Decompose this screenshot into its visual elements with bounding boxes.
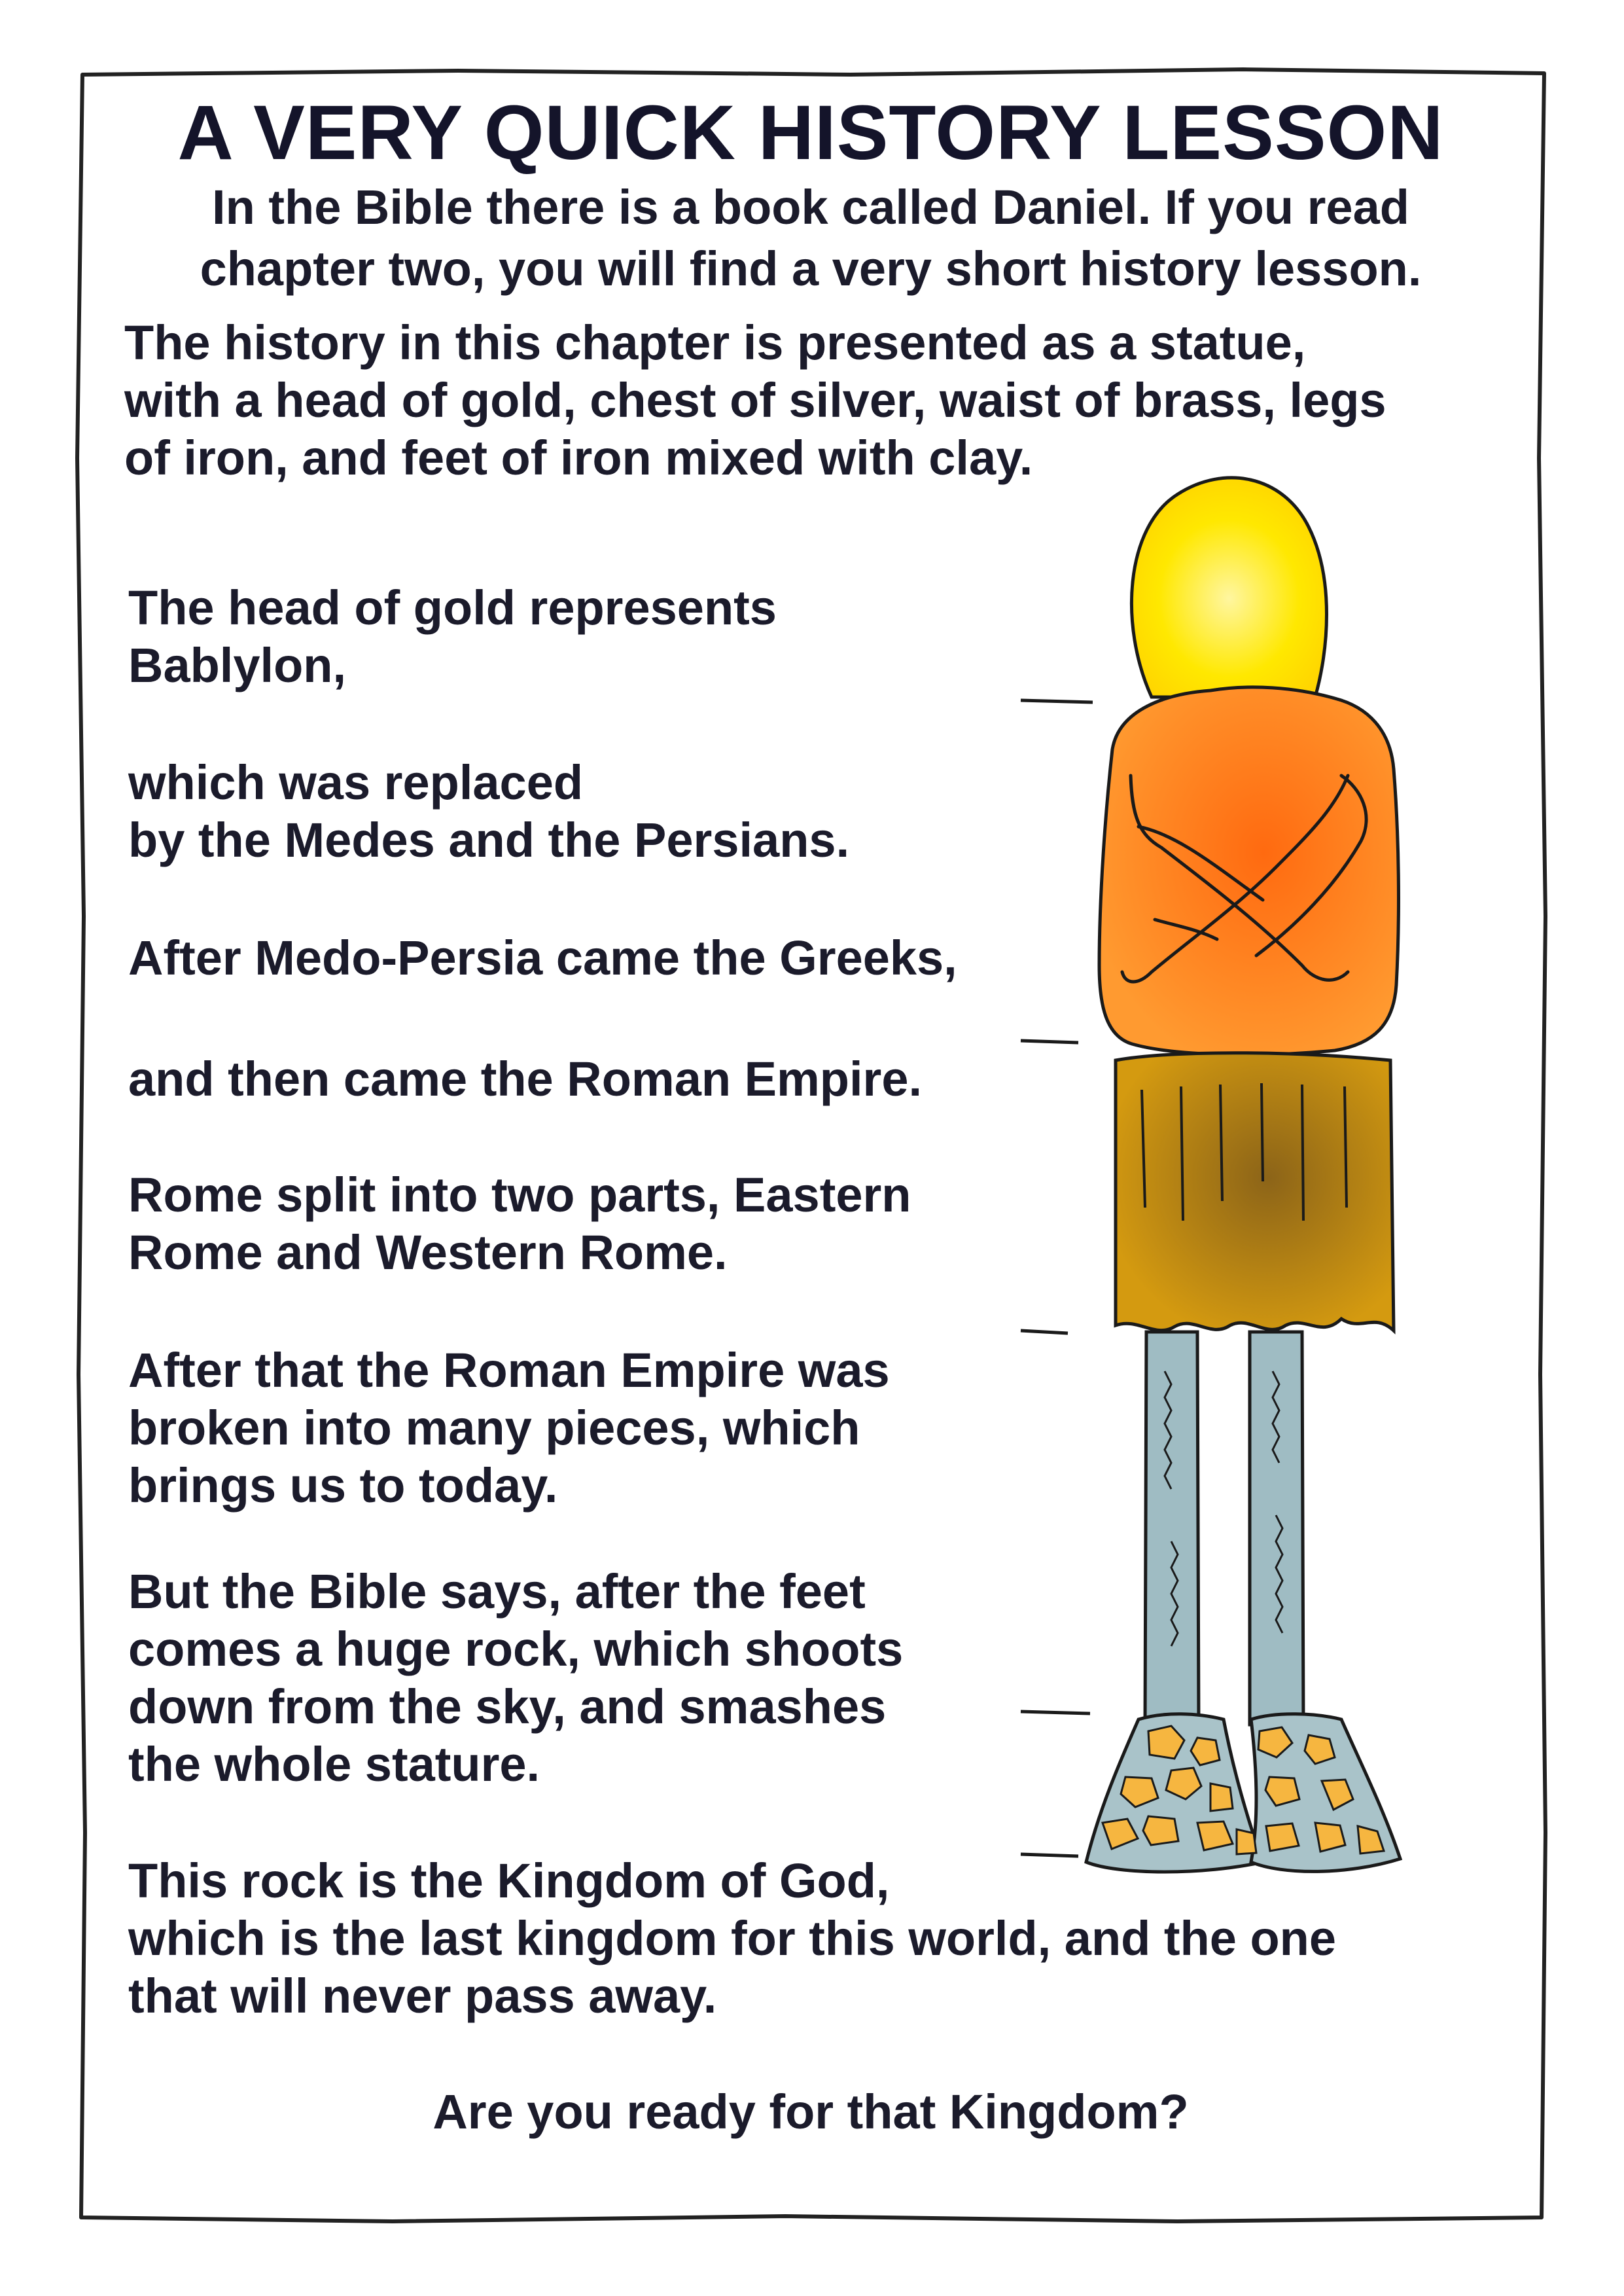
page-title: A VERY QUICK HISTORY LESSON (177, 90, 1444, 176)
statue-illustration (1008, 468, 1531, 1928)
paragraph-line: the whole stature. (128, 1737, 540, 1791)
closing-question: Are you ready for that Kingdom? (432, 2085, 1189, 2139)
paragraph-line: and then came the Roman Empire. (128, 1052, 923, 1106)
intro-text (81, 177, 1540, 300)
description-line: with a head of gold, chest of silver, waist of brass, legs (124, 373, 1386, 427)
paragraph-medo-persia (128, 754, 849, 869)
paragraph-line: that will never pass away. (128, 1969, 717, 2023)
paragraph-line: broken into many pieces, which (128, 1401, 860, 1455)
intro-line: chapter two, you will find a very short history lesson. (200, 242, 1422, 296)
paragraph-line: This rock is the Kingdom of God, (128, 1854, 890, 1908)
paragraph-pieces (128, 1342, 890, 1515)
paragraph-line: But the Bible says, after the feet (128, 1564, 866, 1619)
paragraph-greeks (128, 929, 957, 987)
paragraph-line: Rome and Western Rome. (128, 1225, 728, 1280)
iron-leg-left (1145, 1332, 1199, 1725)
paragraph-line: brings us to today. (128, 1458, 558, 1513)
gold-head (1131, 478, 1326, 697)
paragraph-line: After Medo-Persia came the Greeks, (128, 931, 957, 985)
paragraph-line: which is the last kingdom for this world, and the one (128, 1911, 1337, 1965)
paragraph-babylon (128, 579, 777, 694)
paragraph-line: Bablylon, (128, 638, 347, 692)
description-line: The history in this chapter is presented as a statue, (124, 315, 1306, 370)
paragraph-line: comes a huge rock, which shoots (128, 1622, 904, 1676)
intro-line: In the Bible there is a book called Daniel. If you read (212, 180, 1409, 234)
section-marker-lines (1021, 700, 1093, 1856)
statue-description (124, 314, 1386, 487)
description-line: of iron, and feet of iron mixed with clay. (124, 431, 1033, 485)
paragraph-line: by the Medes and the Persians. (128, 813, 850, 867)
paragraph-line: down from the sky, and smashes (128, 1679, 887, 1734)
paragraph-line: The head of gold represents (128, 581, 777, 635)
silver-chest (1099, 687, 1398, 1055)
paragraph-line: Rome split into two parts, Eastern (128, 1168, 911, 1222)
paragraph-rock (128, 1563, 903, 1793)
paragraph-line: After that the Roman Empire was (128, 1343, 890, 1397)
paragraph-rome-split (128, 1166, 911, 1282)
paragraph-rome (128, 1050, 922, 1108)
brass-waist (1116, 1053, 1394, 1331)
paragraph-line: which was replaced (128, 755, 584, 810)
